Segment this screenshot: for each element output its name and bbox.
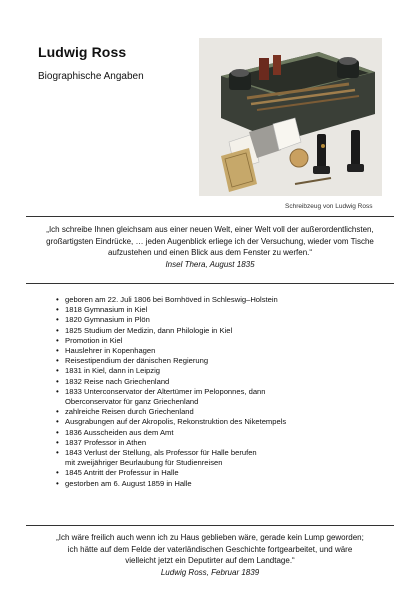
- list-item: [56, 295, 386, 305]
- bullet-icon: •: [56, 356, 59, 366]
- list-item-text: gestorben am 6. August 1859 in Halle: [65, 478, 192, 488]
- list-item-text: mit zweijähriger Beurlaubung für Studienreisen: [65, 458, 223, 468]
- bullet-icon: •: [56, 346, 59, 356]
- list-item-text: Promotion in Kiel: [65, 335, 123, 345]
- bullet-icon: •: [56, 427, 59, 437]
- quote-line: aufzustehen und einen Blick aus dem Fenster zu werfen.“: [107, 248, 313, 257]
- bullet-icon: •: [56, 366, 59, 376]
- quote-line: ich hätte auf dem Felde der vaterländischen Geschichte fortgearbeitet, und wäre: [67, 544, 353, 554]
- quote-line: vielleicht jetzt ein Deputirter auf dem Landtage.“: [125, 556, 295, 565]
- photo-caption: Schreibzeug von Ludwig Ross: [285, 203, 373, 210]
- bullet-icon: •: [56, 295, 59, 304]
- bullet-icon: •: [56, 376, 59, 386]
- list-item-text: 1833 Unterconservator der Altertümer im Peloponnes, dann: [65, 386, 266, 396]
- list-item-text: Hauslehrer in Kopenhagen: [65, 346, 156, 356]
- bullet-icon: •: [56, 437, 59, 447]
- quote-source: Insel Thera, August 1835: [165, 259, 255, 269]
- list-item-text: Ausgrabungen auf der Akropolis, Rekonstruktion des Niketempels: [65, 417, 287, 427]
- divider: [26, 283, 394, 284]
- list-item: [56, 428, 386, 438]
- divider: [26, 525, 394, 526]
- list-item: [56, 366, 386, 376]
- bullet-icon: •: [56, 325, 59, 335]
- list-item-text: 1845 Antritt der Professur in Halle: [65, 468, 179, 478]
- list-item-text: Oberconservator für ganz Griechenland: [65, 397, 199, 407]
- bullet-icon: •: [56, 478, 59, 488]
- list-item: [56, 479, 386, 489]
- quote-line: „Ich schreibe Ihnen gleichsam aus einer neuen Welt, einer Welt voll der außerordentlichsten,: [46, 225, 374, 234]
- page-title: Ludwig Ross: [38, 44, 127, 60]
- list-item-text: 1831 in Kiel, dann in Leipzig: [65, 366, 160, 376]
- list-item: [56, 377, 386, 387]
- bullet-icon: •: [56, 305, 59, 315]
- quote-line: großartigsten Eindrücke, … jeden Augenblick erliege ich der Versuchung, wieder vom Tische: [46, 236, 374, 246]
- bullet-icon: •: [56, 386, 59, 396]
- list-item: [56, 448, 386, 468]
- bullet-icon: •: [56, 417, 59, 427]
- bullet-icon: •: [56, 335, 59, 345]
- list-item: [56, 315, 386, 325]
- biography-list: [56, 295, 386, 489]
- divider: [26, 216, 394, 217]
- list-item-text: Reisestipendium der dänischen Regierung: [65, 356, 209, 366]
- list-item-text: 1843 Verlust der Stellung, als Professor für Halle berufen: [65, 448, 257, 458]
- list-item-text: 1832 Reise nach Griechenland: [65, 376, 170, 386]
- list-item-text: 1836 Ausscheiden aus dem Amt: [65, 427, 174, 437]
- bullet-icon: •: [56, 468, 59, 478]
- quote-line: „Ich wäre freilich auch wenn ich zu Haus geblieben wäre, gerade kein Lump geworden;: [56, 533, 364, 542]
- bullet-icon: •: [56, 407, 59, 417]
- bullet-icon: •: [56, 448, 59, 458]
- list-item: [56, 468, 386, 478]
- list-item: [56, 387, 386, 407]
- writing-set-photo: [199, 38, 382, 196]
- list-item: [56, 305, 386, 315]
- list-item-text: geboren am 22. Juli 1806 bei Bornhöved in Schleswig–Holstein: [65, 295, 278, 304]
- list-item: [56, 346, 386, 356]
- list-item: [56, 326, 386, 336]
- list-item: [56, 417, 386, 427]
- quote-source: Ludwig Ross, Februar 1839: [160, 567, 260, 577]
- quote-top: [26, 224, 394, 270]
- list-item: [56, 336, 386, 346]
- bullet-icon: •: [56, 315, 59, 325]
- list-item-text: 1825 Studium der Medizin, dann Philologie in Kiel: [65, 325, 233, 335]
- list-item: [56, 438, 386, 448]
- list-item-text: zahlreiche Reisen durch Griechenland: [65, 407, 194, 417]
- quote-bottom: [26, 532, 394, 578]
- list-item-text: 1820 Gymnasium in Plön: [65, 315, 150, 325]
- list-item: [56, 356, 386, 366]
- page-subtitle: Biographische Angaben: [38, 71, 144, 82]
- list-item-text: 1837 Professor in Athen: [65, 437, 147, 447]
- list-item: [56, 407, 386, 417]
- list-item-text: 1818 Gymnasium in Kiel: [65, 305, 148, 315]
